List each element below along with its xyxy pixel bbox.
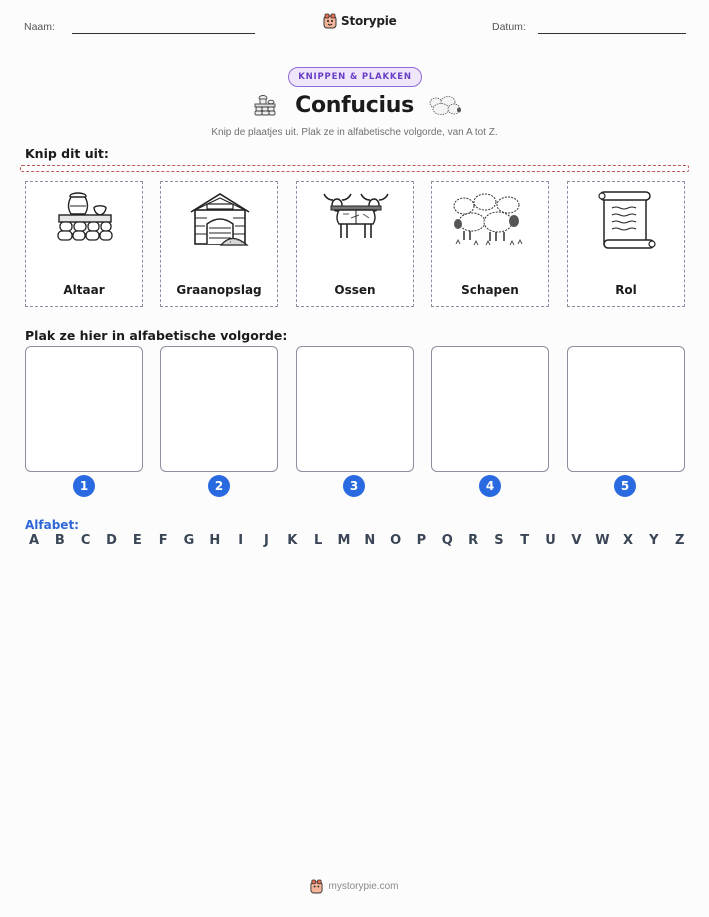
slot-number-2: 2 — [208, 475, 230, 497]
alphabet-letter: K — [287, 533, 298, 548]
alphabet-letter: L — [313, 533, 323, 548]
footer-url[interactable]: mystorypie.com — [328, 881, 399, 892]
footer — [0, 879, 709, 894]
alphabet-letter: T — [520, 533, 530, 548]
alphabet-letter: Y — [649, 533, 659, 548]
slot-number-4: 4 — [479, 475, 501, 497]
altar-icon — [50, 188, 120, 252]
alphabet-letter: Z — [674, 533, 685, 548]
name-line[interactable] — [72, 33, 255, 34]
card-label: Altaar — [63, 283, 105, 297]
date-line[interactable] — [538, 33, 686, 34]
name-label: Naam: — [24, 21, 55, 33]
activity-badge: KNIPPEN & PLAKKEN — [288, 67, 422, 87]
cut-card-ossen[interactable] — [296, 181, 414, 307]
storypie-mascot-icon — [323, 13, 337, 29]
alphabet-letter: Q — [441, 533, 453, 548]
alphabet-letter: R — [468, 533, 479, 548]
instructions: Knip de plaatjes uit. Plak ze in alfabetische volgorde, van A tot Z. — [211, 127, 498, 138]
alphabet-row — [27, 533, 687, 548]
card-label: Rol — [615, 283, 637, 297]
alphabet-letter: A — [28, 533, 40, 548]
card-label: Schapen — [461, 283, 519, 297]
alphabet-letter: S — [494, 533, 504, 548]
cut-card-altaar[interactable] — [25, 181, 143, 307]
paste-slot-4[interactable] — [431, 346, 549, 472]
sheep-small-icon — [428, 94, 462, 118]
alphabet-letter: J — [264, 533, 269, 548]
alphabet-letter: C — [80, 533, 91, 548]
cut-card-rol[interactable] — [567, 181, 685, 307]
sheep-icon — [452, 188, 526, 252]
slot-number-3: 3 — [343, 475, 365, 497]
paste-heading: Plak ze hier in alfabetische volgorde: — [25, 328, 288, 343]
alphabet-letter: W — [595, 533, 610, 548]
alphabet-letter: G — [183, 533, 195, 548]
cut-card-schapen[interactable] — [431, 181, 549, 307]
paste-slot-2[interactable] — [160, 346, 278, 472]
alphabet-letter: V — [571, 533, 582, 548]
alphabet-letter: H — [209, 533, 221, 548]
alphabet-letter: D — [106, 533, 117, 548]
brand-name: Storypie — [341, 14, 397, 28]
brand-logo — [323, 13, 397, 29]
date-label: Datum: — [492, 21, 526, 33]
alphabet-letter: F — [158, 533, 168, 548]
cut-card-graanopslag[interactable] — [160, 181, 278, 307]
page-title: Confucius — [295, 93, 414, 118]
alphabet-letter: X — [623, 533, 634, 548]
card-label: Graanopslag — [176, 283, 262, 297]
granary-icon — [185, 188, 255, 252]
alphabet-letter: B — [54, 533, 65, 548]
scroll-icon — [592, 188, 662, 252]
alphabet-letter: P — [416, 533, 427, 548]
alphabet-letter: N — [364, 533, 376, 548]
alphabet-letter: E — [132, 533, 142, 548]
paste-slot-1[interactable] — [25, 346, 143, 472]
alphabet-letter: O — [390, 533, 402, 548]
alphabet-letter: I — [238, 533, 244, 548]
alphabet-letter: U — [545, 533, 556, 548]
cut-line — [20, 165, 689, 172]
oxen-icon — [321, 188, 391, 252]
slot-number-1: 1 — [73, 475, 95, 497]
storypie-mascot-icon — [310, 879, 323, 894]
card-label: Ossen — [334, 283, 376, 297]
slot-number-5: 5 — [614, 475, 636, 497]
paste-slot-3[interactable] — [296, 346, 414, 472]
paste-slot-5[interactable] — [567, 346, 685, 472]
cut-heading: Knip dit uit: — [25, 146, 109, 161]
alphabet-letter: M — [337, 533, 351, 548]
alphabet-title: Alfabet: — [25, 518, 79, 532]
